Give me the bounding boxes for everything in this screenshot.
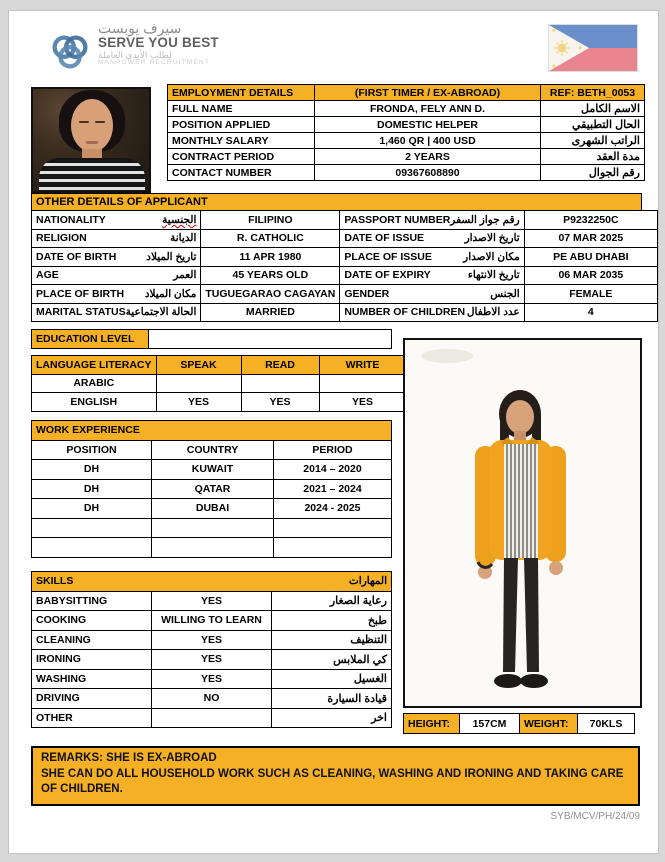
language-name: ARABIC [32,374,157,393]
remarks-line1: REMARKS: SHE IS EX-ABROAD [41,752,217,764]
table-row [404,714,635,734]
work-experience-table [31,420,392,558]
skill-arabic-label: التنظيف [272,630,392,650]
knot-logo-icon [47,27,93,77]
field-value: 06 MAR 2035 [524,266,657,285]
skill-value [152,708,272,728]
field-arabic-label: الجنسية [162,213,197,226]
field-value: 45 YEARS OLD [201,266,340,285]
section-title-other-details: OTHER DETAILS OF APPLICANT [31,193,642,211]
table-row [32,266,658,285]
table-header-row [32,440,392,460]
logo-title: SERVE YOU BEST [98,34,219,50]
table-row [32,211,658,230]
field-arabic-label: الحال التطبيقي [541,117,645,133]
field-arabic-label: رقم الجوال [541,165,645,181]
reference-number: REF: BETH_0053 [541,85,645,101]
field-label: NATIONALITY [36,213,106,226]
field-label: DATE OF BIRTH [36,250,117,263]
column-header: READ [241,356,319,375]
column-header: WRITE [319,356,406,375]
education-level-value [149,330,392,349]
height-label: HEIGHT: [404,714,460,734]
cell-country [152,518,274,538]
table-header-row [32,572,392,592]
skill-value: YES [152,669,272,689]
field-arabic-label: تاريخ الانتهاء [467,269,520,282]
field-arabic-label: الجنس [490,287,520,300]
table-row [32,689,392,709]
other-details-table [31,210,658,322]
field-arabic-label: الاسم الكامل [541,101,645,117]
cell-period [274,518,392,538]
remarks-line2: SHE CAN DO ALL HOUSEHOLD WORK SUCH AS CLEANING, WASHING AND IRONING AND TAKING CARE OF CHILDREN. [41,767,624,796]
table-row [32,538,392,558]
philippines-flag-icon [548,24,638,72]
language-literacy-table [31,355,407,412]
table-row [32,650,392,670]
skill-label: WASHING [32,669,152,689]
education-level-table [31,329,392,349]
section-title-work-experience: WORK EXPERIENCE [32,421,392,441]
field-arabic-label: تاريخ الاصدار [464,232,520,245]
skill-label: OTHER [32,708,152,728]
skill-arabic-label: اخر [272,708,392,728]
skill-label: IRONING [32,650,152,670]
column-header: PERIOD [274,440,392,460]
table-row [32,518,392,538]
table-row [32,229,658,248]
skill-value: NO [152,689,272,709]
field-label: MARITAL STATUS [36,306,126,319]
field-arabic-label: رقم جواز السفر [450,213,520,226]
field-arabic-label: العمر [173,269,197,282]
table-row [32,285,658,304]
cell-value [319,374,406,393]
table-row [168,165,645,181]
field-arabic-label: تاريخ الميلاد [146,250,197,263]
employment-details-table [167,84,645,181]
skill-value: WILLING TO LEARN [152,611,272,631]
cell-position [32,518,152,538]
cell-country: QATAR [152,479,274,499]
skills-table [31,571,392,728]
skill-arabic-label: كي الملابس [272,650,392,670]
field-value: FILIPINO [201,211,340,230]
weight-value: 70KLS [578,714,635,734]
field-value: PE ABU DHABI [524,248,657,267]
cell-position: DH [32,460,152,480]
column-header: COUNTRY [152,440,274,460]
logo-arabic-subtitle: لطلب الأيدي العاملة [98,49,172,60]
table-row [168,117,645,133]
height-value: 157CM [460,714,520,734]
table-row [32,393,407,412]
skill-value: YES [152,591,272,611]
field-arabic-label: مدة العقد [541,149,645,165]
field-label: FULL NAME [168,101,315,117]
table-row [32,248,658,267]
headshot-face [71,99,113,152]
skill-value: YES [152,650,272,670]
table-row [168,101,645,117]
cell-country: KUWAIT [152,460,274,480]
table-header-row [32,356,407,375]
column-header: POSITION [32,440,152,460]
cell-position [32,538,152,558]
field-label: PASSPORT NUMBER [344,213,451,226]
field-arabic-label: مكان الاصدار [463,250,520,263]
field-label: NUMBER OF CHILDREN [344,306,466,319]
field-label: MONTHLY SALARY [168,133,315,149]
field-value: 4 [524,303,657,322]
table-row [32,374,407,393]
field-value: MARRIED [201,303,340,322]
employment-title: EMPLOYMENT DETAILS [168,85,315,101]
language-name: ENGLISH [32,393,157,412]
skills-arabic-title: المهارات [348,575,387,588]
employment-subtitle: (FIRST TIMER / EX-ABROAD) [315,85,541,101]
cell-period: 2021 – 2024 [274,479,392,499]
cell-country [152,538,274,558]
applicant-headshot-photo [31,87,151,193]
agency-logo [47,21,219,77]
skill-arabic-label: طبخ [272,611,392,631]
field-label: POSITION APPLIED [168,117,315,133]
table-header-row [168,85,645,101]
field-arabic-label: الديانة [170,232,197,245]
field-arabic-label: الراتب الشهرى [541,133,645,149]
document-reference-code: SYB/MCV/PH/24/09 [550,811,640,822]
field-label: PLACE OF ISSUE [344,250,432,263]
field-arabic-label: الحالة الاجتماعية [125,306,197,319]
cell-value: YES [319,393,406,412]
weight-label: WEIGHT: [520,714,578,734]
skill-label: COOKING [32,611,152,631]
headshot-striped-shirt [39,158,145,192]
table-row [32,479,392,499]
table-row [32,591,392,611]
section-title-skills: SKILLS [36,575,74,588]
applicant-fullbody-photo [403,338,642,708]
field-label: DATE OF EXPIRY [344,269,431,282]
field-value: 2 YEARS [315,149,541,165]
field-label: RELIGION [36,232,87,245]
field-value: 1,460 QR | 400 USD [315,133,541,149]
skill-label: DRIVING [32,689,152,709]
skill-arabic-label: قيادة السيارة [272,689,392,709]
table-row [32,499,392,519]
table-row [32,330,392,349]
table-row [32,669,392,689]
field-value: TUGUEGARAO CAGAYAN [201,285,340,304]
field-arabic-label: عدد الاطفال [466,306,520,319]
skill-value: YES [152,630,272,650]
cell-value [241,374,319,393]
skill-label: CLEANING [32,630,152,650]
table-row [32,611,392,631]
field-value: 11 APR 1980 [201,248,340,267]
field-value: DOMESTIC HELPER [315,117,541,133]
field-value: 09367608890 [315,165,541,181]
cell-period: 2014 – 2020 [274,460,392,480]
table-row [32,630,392,650]
cell-position: DH [32,479,152,499]
cv-document-page [8,10,659,854]
field-label: DATE OF ISSUE [344,232,425,245]
field-label: CONTACT NUMBER [168,165,315,181]
cell-position: DH [32,499,152,519]
height-weight-table [403,713,635,734]
column-header: SPEAK [156,356,241,375]
skill-label: BABYSITTING [32,591,152,611]
cell-value [156,374,241,393]
field-value: FRONDA, FELY ANN D. [315,101,541,117]
table-row [32,460,392,480]
table-row [168,133,645,149]
field-label: GENDER [344,287,390,300]
field-value: P9232250C [524,211,657,230]
table-header-row [32,421,392,441]
field-arabic-label: مكان الميلاد [144,287,197,300]
cell-country: DUBAI [152,499,274,519]
field-value: 07 MAR 2025 [524,229,657,248]
table-row [32,708,392,728]
cell-value: YES [241,393,319,412]
table-row [32,303,658,322]
column-header: LANGUAGE LITERACY [32,356,157,375]
field-label: CONTRACT PERIOD [168,149,315,165]
table-row [168,149,645,165]
cell-value: YES [156,393,241,412]
field-value: R. CATHOLIC [201,229,340,248]
education-level-label: EDUCATION LEVEL [32,330,149,349]
field-label: PLACE OF BIRTH [36,287,125,300]
logo-subtitle: MANPOWER RECRUITMENT [98,59,211,67]
field-value: FEMALE [524,285,657,304]
skill-arabic-label: الغسيل [272,669,392,689]
field-label: AGE [36,269,59,282]
remarks-box [31,746,640,806]
skill-arabic-label: رعاية الصغار [272,591,392,611]
logo-arabic-title: سيرف يوبست [98,20,182,36]
cell-period: 2024 - 2025 [274,499,392,519]
cell-period [274,538,392,558]
